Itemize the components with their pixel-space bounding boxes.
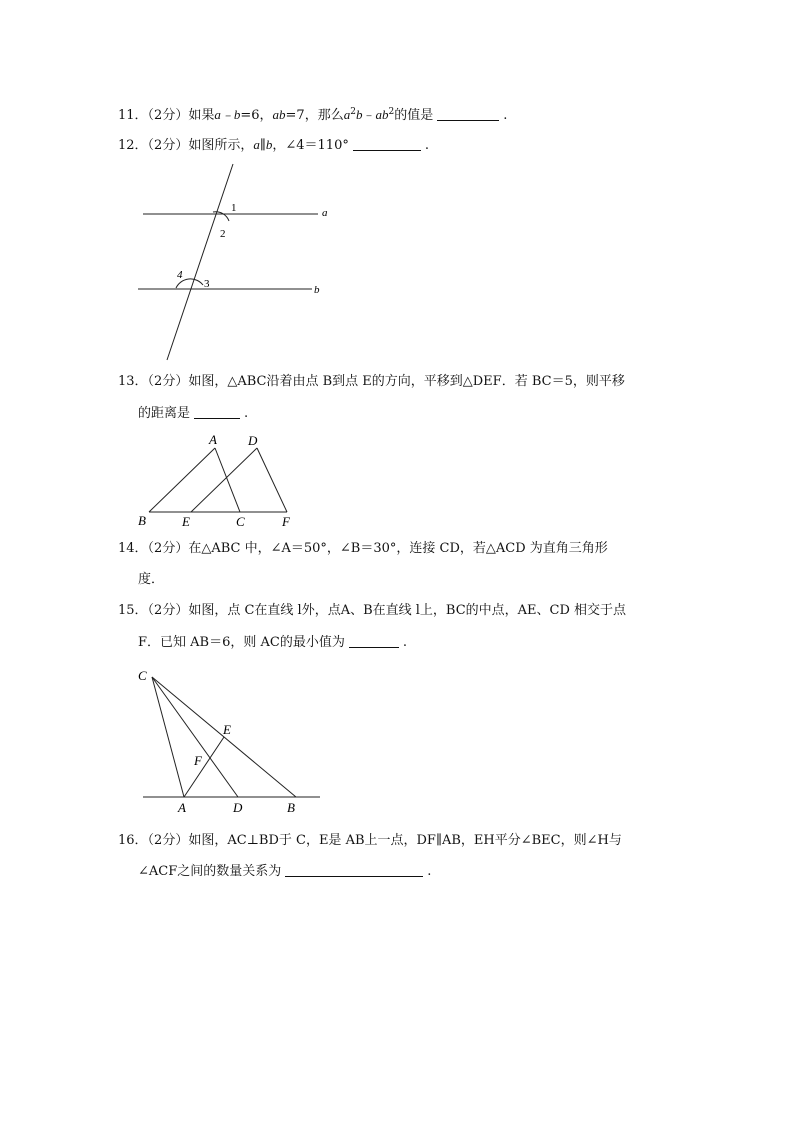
question-number: 11． bbox=[118, 108, 148, 123]
line-label-a: a bbox=[322, 207, 328, 219]
angle-label-4: 4 bbox=[177, 269, 183, 281]
question-text: 的值是 bbox=[394, 108, 434, 123]
math-exponent: 2 bbox=[350, 107, 356, 117]
question-text: 如图，点 C在直线 l外，点A、B在直线 l上，BC的中点，AE、CD 相交于点 bbox=[188, 603, 627, 618]
math-exponent: 2 bbox=[388, 107, 395, 117]
question-text: F．已知 AB＝6，则 AC的最小值为 bbox=[138, 635, 345, 650]
punctuation: . bbox=[424, 138, 429, 153]
math-expression: a bbox=[343, 107, 351, 122]
math-expression: b bbox=[355, 107, 363, 122]
question-score: （2分） bbox=[147, 541, 189, 556]
math-expression: ab bbox=[272, 107, 286, 122]
math-expression: a∥b bbox=[253, 137, 273, 152]
point-label-b: B bbox=[138, 513, 146, 528]
segment-ca bbox=[152, 677, 184, 797]
point-label-c: C bbox=[138, 668, 147, 683]
point-label-e: E bbox=[223, 722, 231, 737]
punctuation: . bbox=[402, 635, 407, 650]
question-text: 的距离是 bbox=[138, 406, 191, 421]
point-label-a: A bbox=[178, 800, 186, 815]
point-label-f: F bbox=[194, 753, 202, 768]
question-text: 如图，△ABC沿着由点 B到点 E的方向，平移到△DEF．若 BC＝5，则平移 bbox=[188, 374, 625, 389]
point-label-a: A bbox=[209, 432, 217, 447]
point-label-f: F bbox=[282, 514, 290, 529]
math-expression: ab bbox=[375, 107, 389, 122]
question-text: 如图所示， bbox=[188, 138, 254, 153]
point-label-d: D bbox=[233, 800, 243, 815]
question-number: 13． bbox=[118, 374, 148, 389]
question-text: 度． bbox=[138, 572, 165, 587]
point-label-d: D bbox=[248, 433, 258, 448]
question-text: 如果 bbox=[188, 108, 215, 123]
math-expression: ﹣ bbox=[362, 108, 376, 123]
punctuation: . bbox=[427, 864, 432, 879]
question-text: 在△ABC 中，∠A＝50°，∠B＝30°，连接 CD，若△ACD 为直角三角形 bbox=[188, 541, 608, 556]
question-text: =7，那么 bbox=[285, 108, 344, 123]
angle-label-1: 1 bbox=[231, 202, 237, 214]
question-score: （2分） bbox=[147, 833, 189, 848]
question-16-line-2 bbox=[138, 864, 431, 880]
answer-blank[interactable] bbox=[285, 864, 423, 877]
segment-ae bbox=[184, 737, 224, 797]
point-label-e: E bbox=[182, 514, 190, 529]
question-text: 如图，AC⊥BD于 C，E是 AB上一点，DF∥AB，EH平分∠BEC，则∠H与 bbox=[188, 833, 622, 848]
question-score: （2分） bbox=[147, 138, 189, 153]
angle-label-2: 2 bbox=[220, 228, 226, 240]
punctuation: . bbox=[244, 406, 249, 421]
question-score: （2分） bbox=[147, 374, 189, 389]
question-text: ∠ACF之间的数量关系为 bbox=[138, 864, 282, 879]
question-16-line-1 bbox=[118, 833, 622, 849]
math-expression: =6， bbox=[240, 108, 273, 123]
question-number: 14． bbox=[118, 541, 148, 556]
question-score: （2分） bbox=[147, 108, 189, 123]
question-score: （2分） bbox=[147, 603, 189, 618]
question-number: 15． bbox=[118, 603, 148, 618]
angle-label-3: 3 bbox=[204, 278, 210, 290]
question-number: 16． bbox=[118, 833, 148, 848]
math-expression: a﹣b bbox=[214, 107, 241, 122]
segment-cd bbox=[152, 677, 238, 797]
point-label-b: B bbox=[287, 800, 295, 815]
question-text: ，∠4＝110° bbox=[272, 138, 349, 153]
punctuation: . bbox=[503, 108, 508, 123]
line-label-b: b bbox=[314, 284, 320, 296]
point-label-c: C bbox=[236, 514, 245, 529]
question-number: 12． bbox=[118, 138, 148, 153]
